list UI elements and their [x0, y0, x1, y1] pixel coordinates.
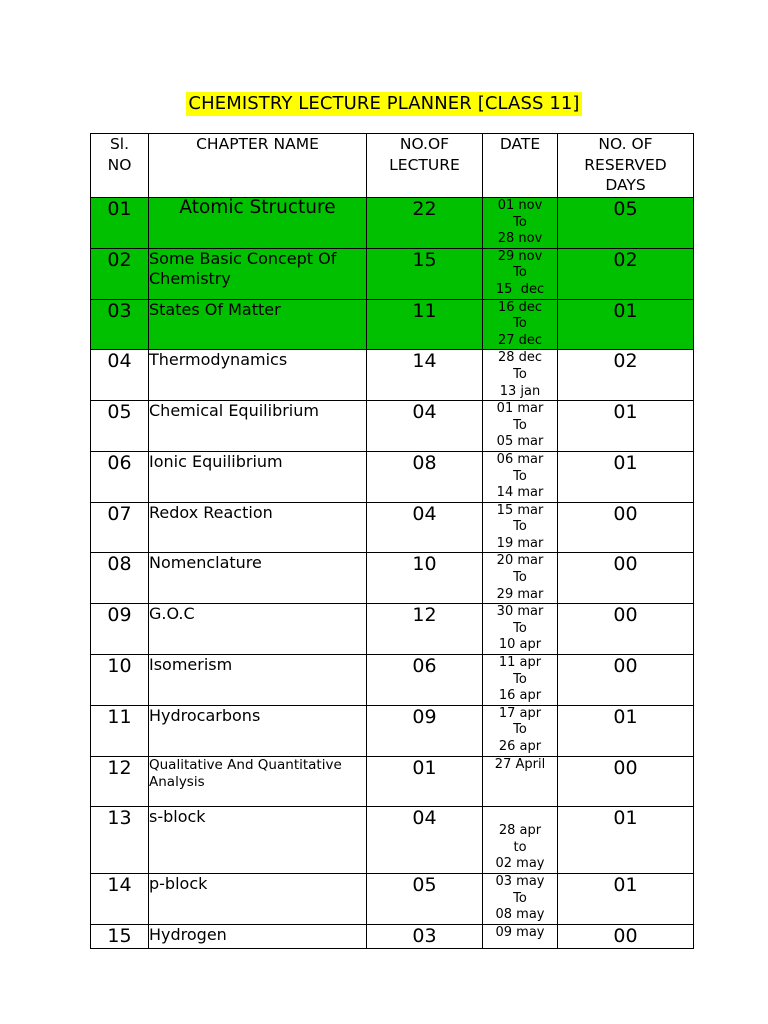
table-row	[91, 401, 694, 452]
table-row	[91, 873, 694, 924]
chapter-name-cell: Some Basic Concept Of Chemistry	[149, 248, 367, 299]
header-reserved-days: NO. OF RESERVED DAYS	[558, 134, 694, 198]
sl-no-cell: 02	[91, 248, 149, 299]
date-cell: 01 mar To 05 mar	[483, 401, 558, 452]
header-row	[91, 134, 694, 198]
reserved-days-cell: 01	[558, 299, 694, 350]
reserved-days-cell: 00	[558, 604, 694, 655]
no-of-lecture-cell: 05	[367, 873, 483, 924]
header-no-of-lecture: NO.OF LECTURE	[367, 134, 483, 198]
sl-no-cell: 05	[91, 401, 149, 452]
table-row	[91, 350, 694, 401]
chapter-name-cell: Nomenclature	[149, 553, 367, 604]
header-chapter-name: CHAPTER NAME	[149, 134, 367, 198]
sl-no-cell: 11	[91, 705, 149, 756]
table-row	[91, 451, 694, 502]
sl-no-cell: 10	[91, 655, 149, 706]
chapter-name-cell: Hydrocarbons	[149, 705, 367, 756]
reserved-days-cell: 01	[558, 401, 694, 452]
title-container	[0, 92, 768, 116]
table-row	[91, 705, 694, 756]
chapter-name-cell: Redox Reaction	[149, 502, 367, 553]
table-row	[91, 924, 694, 948]
table-row	[91, 502, 694, 553]
header-sl-no: Sl. NO	[91, 134, 149, 198]
no-of-lecture-cell: 11	[367, 299, 483, 350]
date-cell: 06 mar To 14 mar	[483, 451, 558, 502]
table-row	[91, 604, 694, 655]
table-row	[91, 299, 694, 350]
chapter-name-cell: Thermodynamics	[149, 350, 367, 401]
sl-no-cell: 14	[91, 873, 149, 924]
reserved-days-cell: 00	[558, 924, 694, 948]
reserved-days-cell: 05	[558, 198, 694, 249]
sl-no-cell: 12	[91, 756, 149, 806]
table-row	[91, 198, 694, 249]
date-cell: 09 may	[483, 924, 558, 948]
no-of-lecture-cell: 01	[367, 756, 483, 806]
no-of-lecture-cell: 06	[367, 655, 483, 706]
sl-no-cell: 06	[91, 451, 149, 502]
lecture-planner-table	[90, 133, 694, 949]
date-cell: 29 nov To 15 dec	[483, 248, 558, 299]
no-of-lecture-cell: 15	[367, 248, 483, 299]
date-cell: 17 apr To 26 apr	[483, 705, 558, 756]
date-cell: 11 apr To 16 apr	[483, 655, 558, 706]
date-cell: 16 dec To 27 dec	[483, 299, 558, 350]
sl-no-cell: 03	[91, 299, 149, 350]
date-cell: 28 apr to 02 may	[483, 806, 558, 873]
reserved-days-cell: 01	[558, 451, 694, 502]
no-of-lecture-cell: 10	[367, 553, 483, 604]
sl-no-cell: 15	[91, 924, 149, 948]
no-of-lecture-cell: 14	[367, 350, 483, 401]
no-of-lecture-cell: 22	[367, 198, 483, 249]
date-cell: 15 mar To 19 mar	[483, 502, 558, 553]
sl-no-cell: 09	[91, 604, 149, 655]
reserved-days-cell: 02	[558, 248, 694, 299]
chapter-name-cell: States Of Matter	[149, 299, 367, 350]
date-cell: 27 April	[483, 756, 558, 806]
date-cell: 30 mar To 10 apr	[483, 604, 558, 655]
no-of-lecture-cell: 08	[367, 451, 483, 502]
reserved-days-cell: 01	[558, 705, 694, 756]
header-date: DATE	[483, 134, 558, 198]
reserved-days-cell: 00	[558, 655, 694, 706]
date-cell: 20 mar To 29 mar	[483, 553, 558, 604]
chapter-name-cell: Qualitative And Quantitative Analysis	[149, 756, 367, 806]
chapter-name-cell: Ionic Equilibrium	[149, 451, 367, 502]
chapter-name-cell: Chemical Equilibrium	[149, 401, 367, 452]
reserved-days-cell: 00	[558, 502, 694, 553]
table-row	[91, 553, 694, 604]
chapter-name-cell: Atomic Structure	[149, 198, 367, 249]
sl-no-cell: 07	[91, 502, 149, 553]
table-row	[91, 248, 694, 299]
chapter-name-cell: G.O.C	[149, 604, 367, 655]
chapter-name-cell: s-block	[149, 806, 367, 873]
no-of-lecture-cell: 12	[367, 604, 483, 655]
page-title: CHEMISTRY LECTURE PLANNER [CLASS 11]	[188, 93, 580, 114]
chapter-name-cell: Hydrogen	[149, 924, 367, 948]
no-of-lecture-cell: 09	[367, 705, 483, 756]
reserved-days-cell: 01	[558, 873, 694, 924]
sl-no-cell: 01	[91, 198, 149, 249]
no-of-lecture-cell: 04	[367, 401, 483, 452]
table-row	[91, 655, 694, 706]
no-of-lecture-cell: 04	[367, 806, 483, 873]
table-row	[91, 756, 694, 806]
reserved-days-cell: 01	[558, 806, 694, 873]
chapter-name-cell: p-block	[149, 873, 367, 924]
reserved-days-cell: 02	[558, 350, 694, 401]
chapter-name-cell: Isomerism	[149, 655, 367, 706]
sl-no-cell: 08	[91, 553, 149, 604]
no-of-lecture-cell: 03	[367, 924, 483, 948]
table-row	[91, 806, 694, 873]
reserved-days-cell: 00	[558, 553, 694, 604]
reserved-days-cell: 00	[558, 756, 694, 806]
date-cell: 28 dec To 13 jan	[483, 350, 558, 401]
sl-no-cell: 04	[91, 350, 149, 401]
sl-no-cell: 13	[91, 806, 149, 873]
no-of-lecture-cell: 04	[367, 502, 483, 553]
date-cell: 03 may To 08 may	[483, 873, 558, 924]
date-cell: 01 nov To 28 nov	[483, 198, 558, 249]
